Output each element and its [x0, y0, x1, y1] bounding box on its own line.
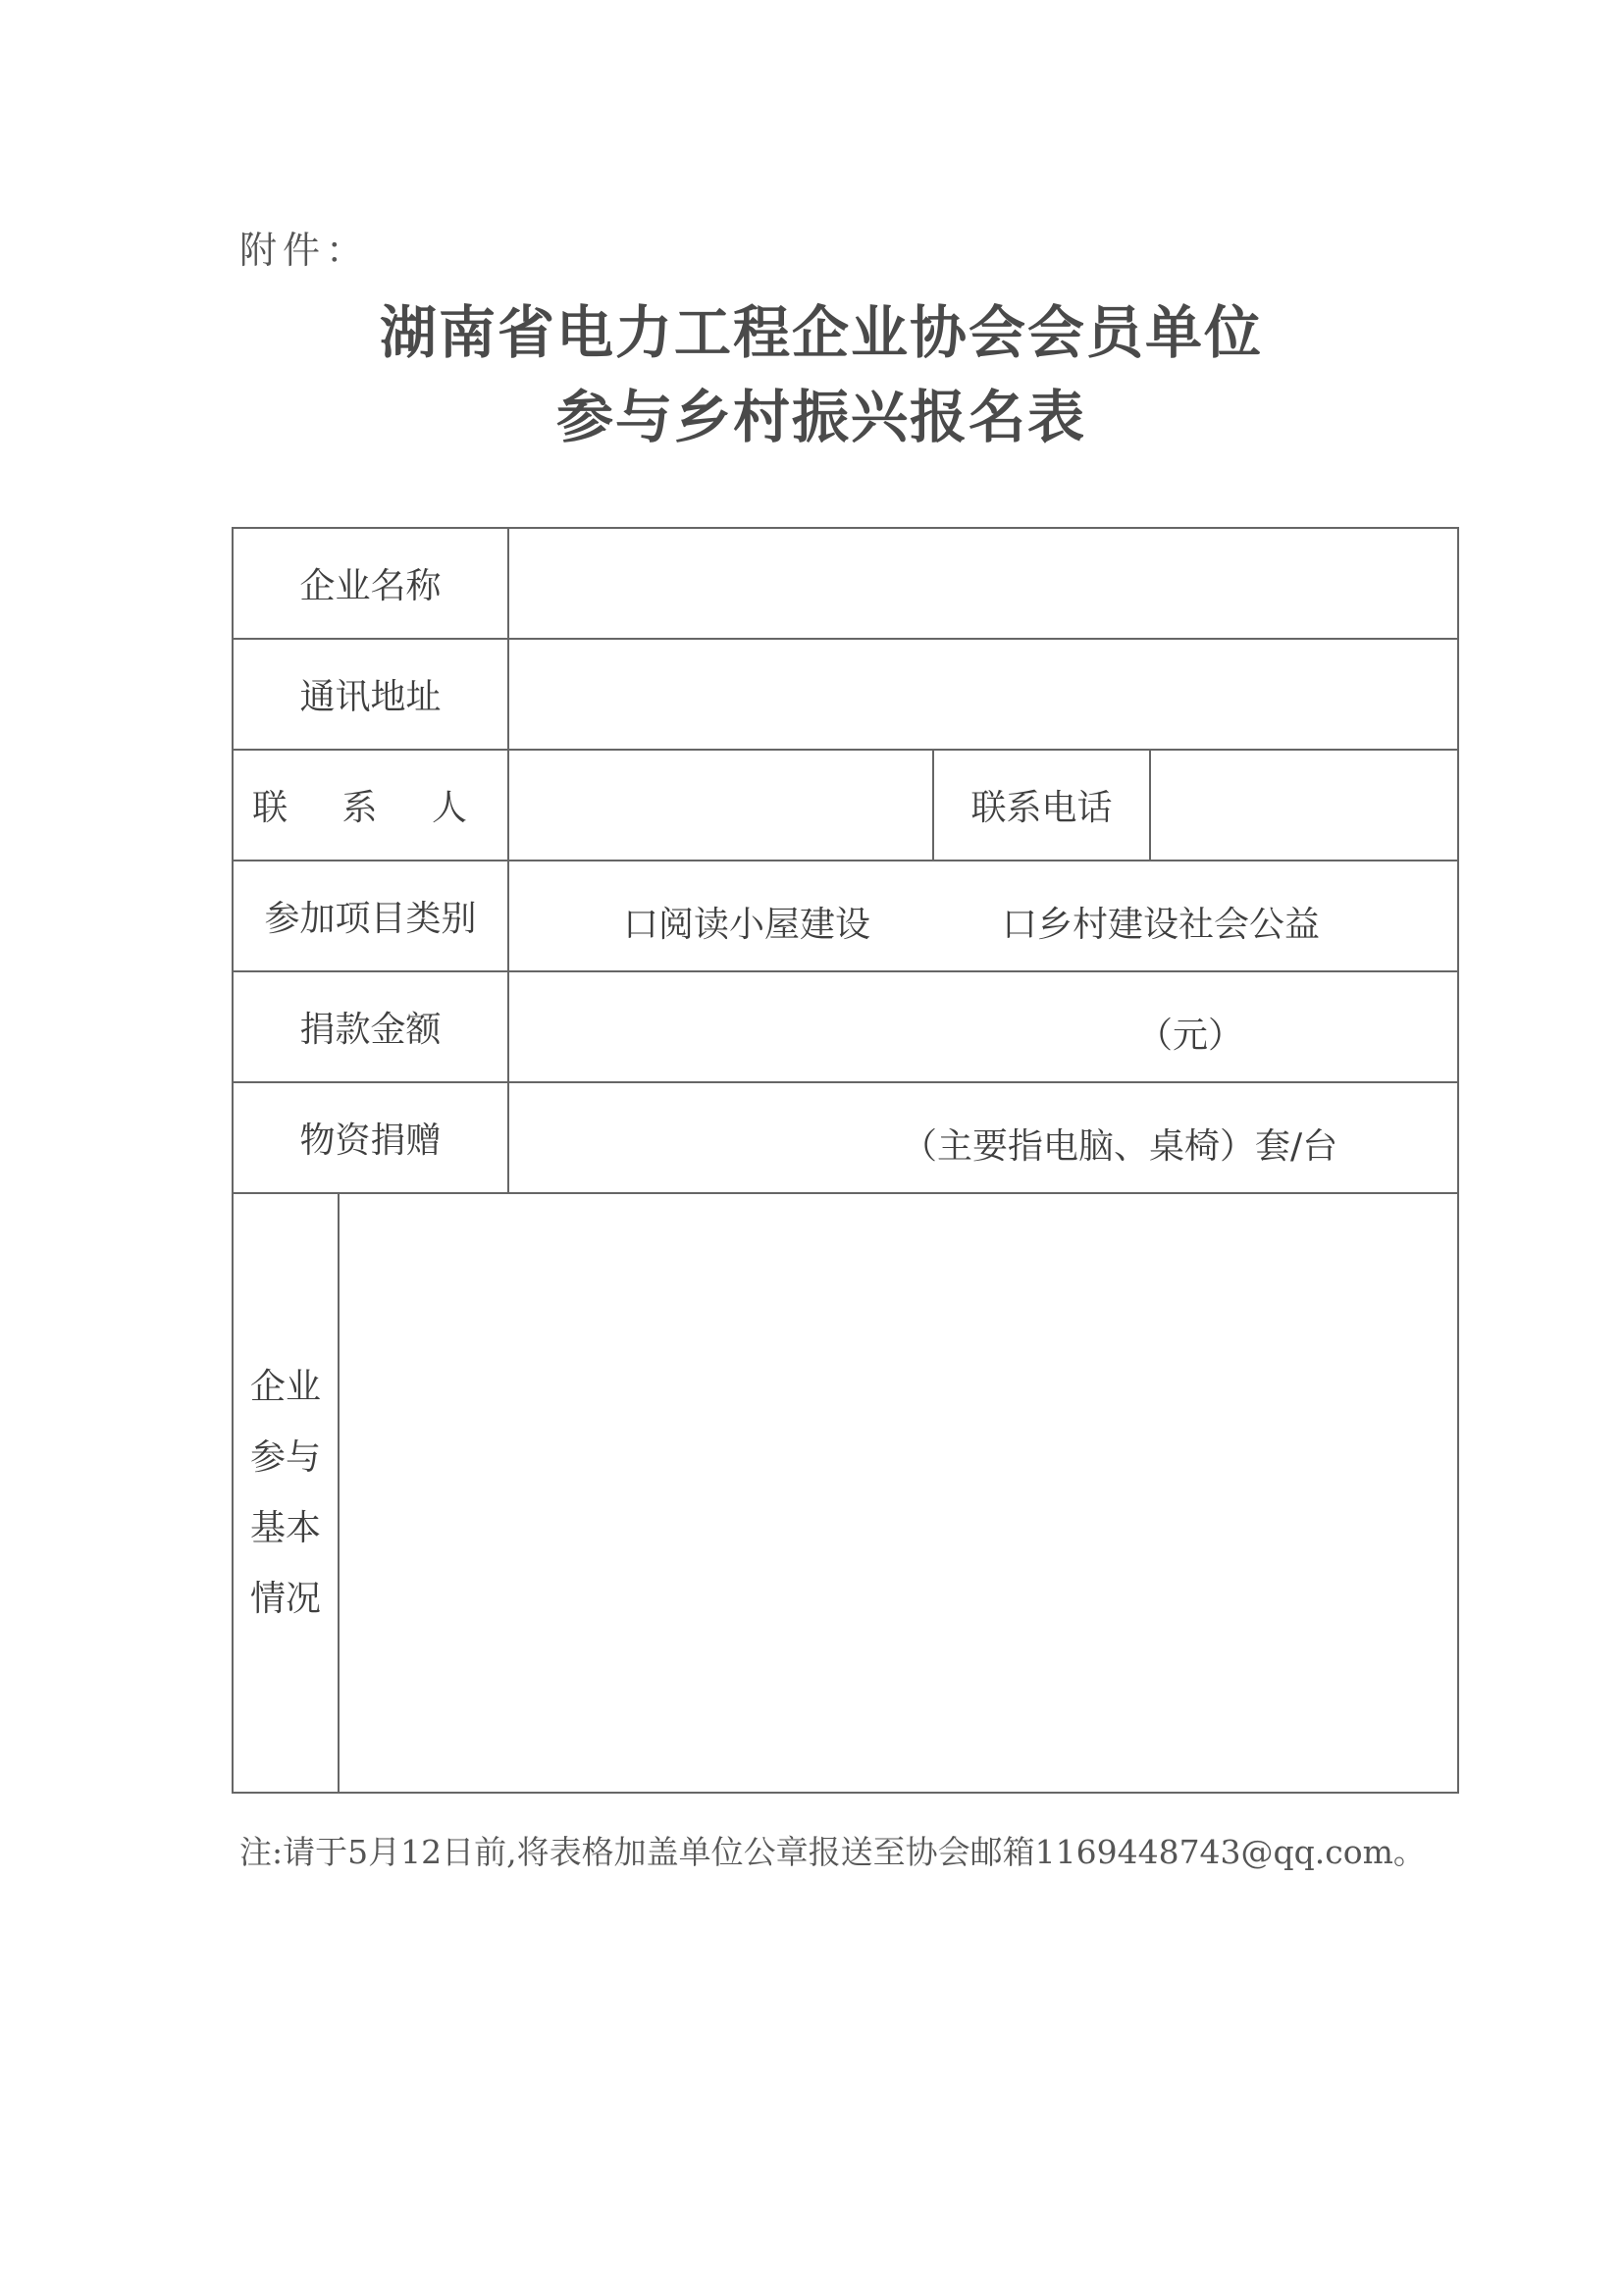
participation-field[interactable]: [339, 1193, 1458, 1793]
donation-amount-label: 捐款金额: [233, 971, 508, 1082]
participation-label-line: 企业: [249, 1366, 321, 1407]
option-reading-house[interactable]: 口阅读小屋建设: [623, 905, 871, 945]
attachment-label: 附件：: [239, 229, 370, 272]
material-donation-field[interactable]: [508, 1082, 1458, 1193]
form-title-line2: 参与乡村振兴报名表: [555, 384, 1086, 450]
row-contact: [233, 750, 1458, 861]
row-company-name: [233, 528, 1458, 639]
participation-label-line: 情况: [249, 1578, 321, 1619]
contact-phone-label: 联系电话: [933, 750, 1150, 861]
row-donation-amount: [233, 971, 1458, 1082]
contact-person-field[interactable]: [508, 750, 933, 861]
row-project-category: [233, 861, 1458, 971]
row-material-donation: [233, 1082, 1458, 1193]
form-title-line1: 湖南省电力工程企业协会会员单位: [379, 299, 1263, 366]
contact-person-label-text: 联 系 人: [252, 788, 489, 828]
contact-phone-field[interactable]: [1150, 750, 1458, 861]
material-donation-label: 物资捐赠: [233, 1082, 508, 1193]
address-field[interactable]: [508, 639, 1458, 750]
donation-amount-field[interactable]: [508, 971, 1458, 1082]
row-participation: [233, 1193, 1458, 1793]
company-name-field[interactable]: [508, 528, 1458, 639]
project-category-label: 参加项目类别: [233, 861, 508, 971]
material-donation-hint: （主要指电脑、桌椅）套/台: [902, 1126, 1338, 1167]
address-label: 通讯地址: [233, 639, 508, 750]
row-address: [233, 639, 1458, 750]
footer-note: 注:请于5月12日前,将表格加盖单位公章报送至协会邮箱1169448743@qq.com。: [239, 1833, 1426, 1871]
participation-label: [233, 1193, 339, 1793]
participation-label-line: 参与: [249, 1436, 321, 1478]
contact-person-label: [233, 750, 508, 861]
registration-form-table: [232, 527, 1459, 1794]
donation-amount-unit: （元）: [1137, 1016, 1244, 1056]
participation-label-line: 基本: [249, 1507, 321, 1548]
project-category-options: [508, 861, 1458, 971]
option-rural-public-welfare[interactable]: 口乡村建设社会公益: [1002, 905, 1321, 945]
company-name-label: 企业名称: [233, 528, 508, 639]
